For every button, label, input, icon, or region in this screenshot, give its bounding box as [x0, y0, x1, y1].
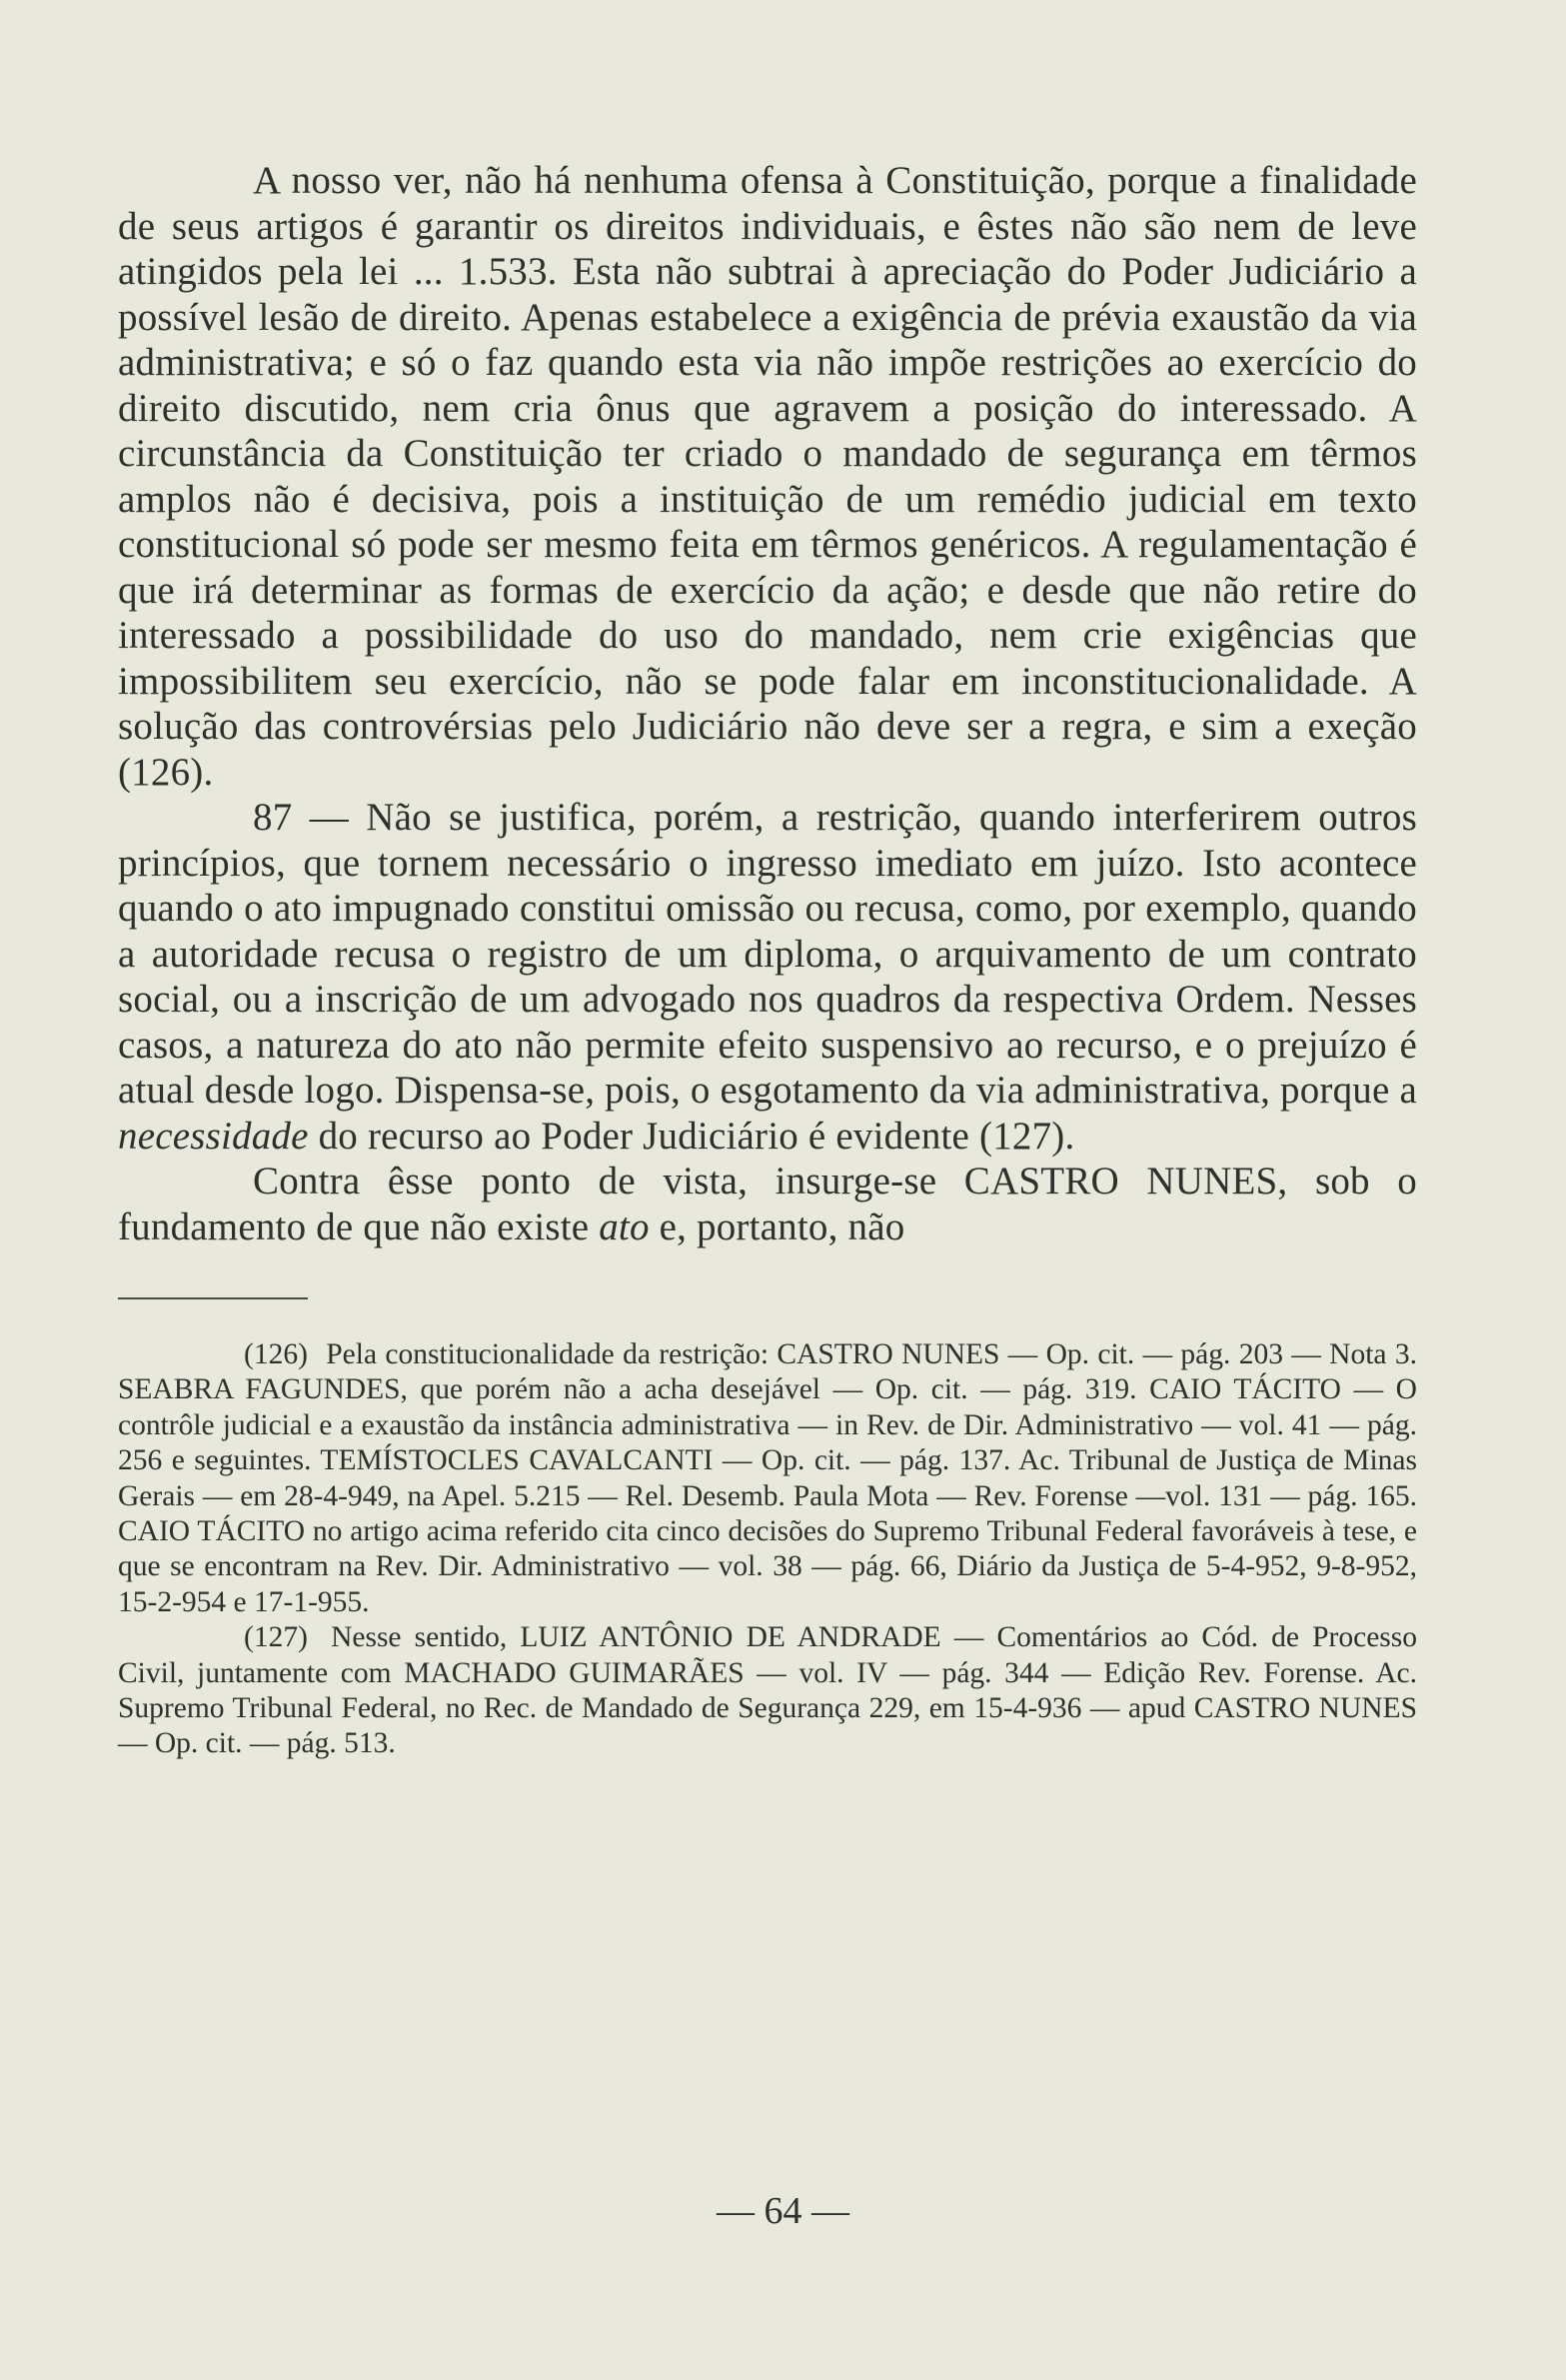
paragraph-text: do recurso ao Poder Judiciário é evidente (127). — [308, 1114, 1075, 1158]
footnote-text: Pela constitucionalidade da restrição: CASTRO NUNES — Op. cit. — pág. 203 — Nota 3. SEABRA FAGUNDES, que porém não a acha desejável — Op. cit. — pág. 319. CAIO TÁCITO — O contrôle judicial e a exaustão da instância administrativa — in Rev. de Dir. Administrativo — vol. 41 — pág. 256 e seguintes. TEMÍSTOCLES CAVALCANTI — Op. cit. — pág. 137. Ac. Tribunal de Justiça de Minas Gerais — em 28-4-949, na Apel. 5.215 — Rel. Desemb. Paula Mota — Rev. Forense —vol. 131 — pág. 165. CAIO TÁCITO no artigo acima referido cita cinco decisões do Supremo Tribunal Federal favoráveis à tese, e que se encontram na Rev. Dir. Administrativo — vol. 38 — pág. 66, Diário da Justiça de 5-4-952, 9-8-952, 15-2-954 e 17-1-955. — [118, 1338, 1417, 1618]
paragraph-text: e, portanto, não — [649, 1204, 905, 1248]
emphasis-text: ato — [599, 1204, 650, 1248]
paragraph-constitution-argument — [118, 158, 1417, 795]
paragraph-castro-nunes — [118, 1159, 1417, 1249]
footnote-separator — [118, 1297, 308, 1299]
footnote-number: (126) — [244, 1338, 308, 1370]
footnote-126 — [118, 1337, 1417, 1620]
footnote-text: Nesse sentido, LUIZ ANTÔNIO DE ANDRADE — Comentários ao Cód. de Processo Civil, juntamente com MACHADO GUIMARÃES — vol. IV — pág. 344 — Edição Rev. Forense. Ac. Supremo Tribunal Federal, no Rec. de Mandado de Segurança 229, em 15-4-936 — apud CASTRO NUNES — Op. cit. — pág. 513. — [118, 1621, 1417, 1760]
paragraph-text: 87 — Não se justifica, porém, a restrição, quando interferirem outros princípios, que tornem necessário o ingresso imediato em juízo. Isto acontece quando o ato impugnado constitui omissão ou recusa, como, por exemplo, quando a autoridade recusa o registro de um diploma, o arquivamento de um contrato social, ou a inscrição de um advogado nos quadros da respectiva Ordem. Nesses casos, a natureza do ato não permite efeito suspensivo ao recurso, e o prejuízo é atual desde logo. Dispensa-se, pois, o esgotamento da via administrativa, porque a — [118, 796, 1417, 1112]
footnote-number: (127) — [244, 1621, 308, 1654]
emphasis-text: necessidade — [118, 1114, 309, 1158]
document-page — [118, 158, 1417, 1762]
footnotes — [118, 1337, 1417, 1762]
paragraph-text: Contra êsse ponto de vista, insurge-se CASTRO NUNES, sob o fundamento de que não existe — [118, 1160, 1417, 1248]
footnote-127 — [118, 1620, 1417, 1762]
body-text — [118, 158, 1417, 1249]
paragraph-text: A nosso ver, não há nenhuma ofensa à Constituição, porque a finalidade de seus artigos é garantir os direitos individuais, e êstes não são nem de leve atingidos pela lei ... 1.533. Esta não subtrai à apreciação do Poder Judiciário a possível lesão de direito. Apenas estabelece a exigência de prévia exaustão da via administrativa; e só o faz quando esta via não impõe restrições ao exercício do direito discutido, nem cria ônus que agravem a posição do interessado. A circunstância da Constituição ter criado o mandado de segurança em têrmos amplos não é decisiva, pois a instituição de um remédio judicial em texto constitucional só pode ser mesmo feita em têrmos genéricos. A regulamentação é que irá determinar as formas de exercício da ação; e desde que não retire do interessado a possibilidade do uso do mandado, nem crie exigências que impossibilitem seu exercício, não se pode falar em inconstitucionalidade. A solução das controvérsias pelo Judiciário não deve ser a regra, e sim a exeção (126). — [118, 159, 1417, 794]
paragraph-87-restriction — [118, 795, 1417, 1159]
page-number: — 64 — — [717, 2190, 849, 2232]
